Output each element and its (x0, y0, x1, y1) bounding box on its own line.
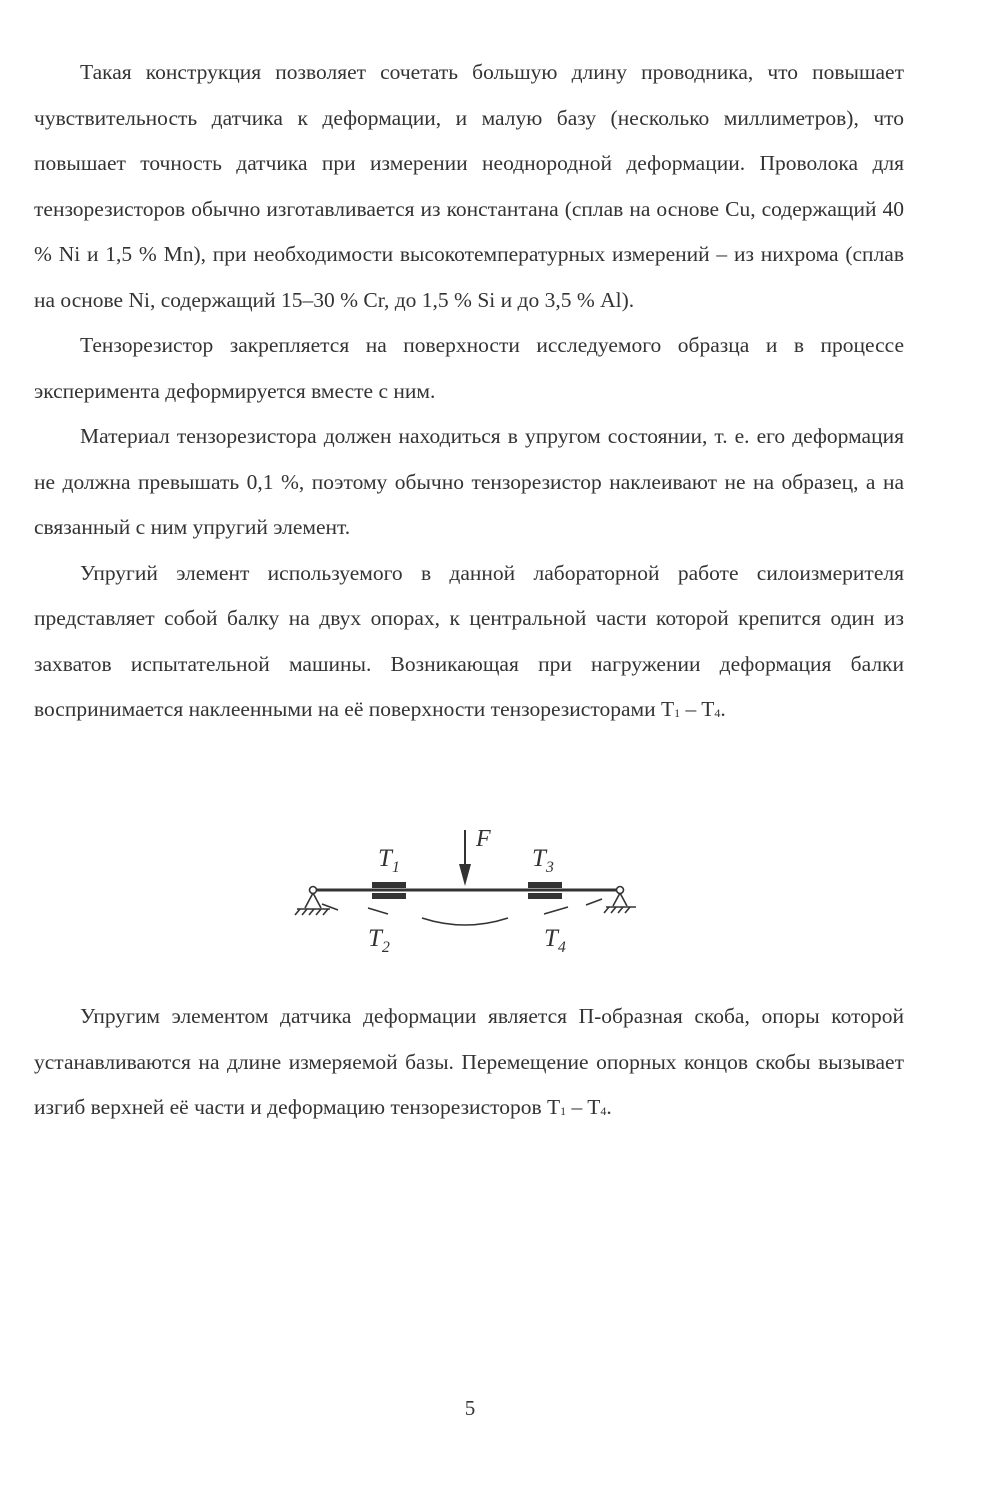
page-number: 5 (464, 1396, 476, 1420)
gauge-t1-bottom (372, 893, 406, 899)
beam-diagram (280, 820, 660, 970)
gauge-ref-last-index: 4 (714, 706, 721, 720)
dash: – (566, 1095, 588, 1119)
period: . (720, 697, 726, 721)
gauge-label-t3: $T_3$ (532, 845, 554, 876)
gauge-ref-last: T (701, 697, 715, 721)
gauge-t3-top (528, 882, 562, 888)
gauge-ref-first: T (547, 1095, 561, 1119)
force-arrow (459, 830, 471, 886)
gauge-ref-first: T (661, 697, 675, 721)
force-label: F (476, 826, 491, 852)
period: . (606, 1095, 612, 1119)
gauge-ref-last: T (587, 1095, 601, 1119)
second-text-block (34, 994, 904, 1134)
gauge-t1-top (372, 882, 406, 888)
paragraph-text: Упругий элемент используемого в данной лабораторной работе силоизмерителя представляет собой балку на двух опорах, к центральной части которой крепится один из захватов испытательной машины. Возникающая при нагружении деформация балки воспринимается наклеенными на её поверхности тензорезисторами (34, 560, 904, 721)
gauge-t3-bottom (528, 893, 562, 899)
deflection-line (322, 899, 602, 925)
paragraph-bracket (34, 994, 904, 1134)
main-text-block (34, 50, 904, 736)
gauge-ref-last-index: 4 (600, 1104, 607, 1118)
dash: – (680, 697, 702, 721)
gauge-label-t4: $T_4$ (544, 925, 566, 956)
paragraph-mounting: Тензорезистор закрепляется на поверхности исследуемого образца и в процессе эксперимента деформируется вместе с ним. (34, 333, 904, 403)
gauge-label-t2: $T_2$ (368, 925, 390, 956)
gauge-ref-first-index: 1 (560, 1104, 567, 1118)
gauge-label-t1: $T_1$ (378, 845, 400, 876)
paragraph-text: Упругим элементом датчика деформации является П-образная скоба, опоры которой устанавливаются на длине измеряемой базы. Перемещение опорных концов скобы вызывает изгиб верхней её части и деформацию тензорезисторов (34, 1004, 904, 1119)
paragraph-material: Материал тензорезистора должен находиться в упругом состоянии, т. е. его деформация не должна превышать 0,1 %, поэтому обычно тензорезистор наклеивают не на образец, а на связанный с ним упругий элемент. (34, 424, 904, 539)
paragraph-construction: Такая конструкция позволяет сочетать большую длину проводника, что повышает чувствительность датчика к деформации, и малую базу (несколько миллиметров), что повышает точность датчика при измерении неоднородной деформации. Проволока для тензорезисторов обычно изготавливается из константана (сплав на основе Cu, содержащий 40 % Ni и 1,5 % Mn), при необходимости высокотемпературных измерений – из нихрома (сплав на основе Ni, содержащий 15–30 % Cr, до 1,5 % Si и до 3,5 % Al). (34, 60, 904, 312)
paragraph-elastic-element (34, 551, 904, 736)
gauge-ref-first-index: 1 (674, 706, 681, 720)
